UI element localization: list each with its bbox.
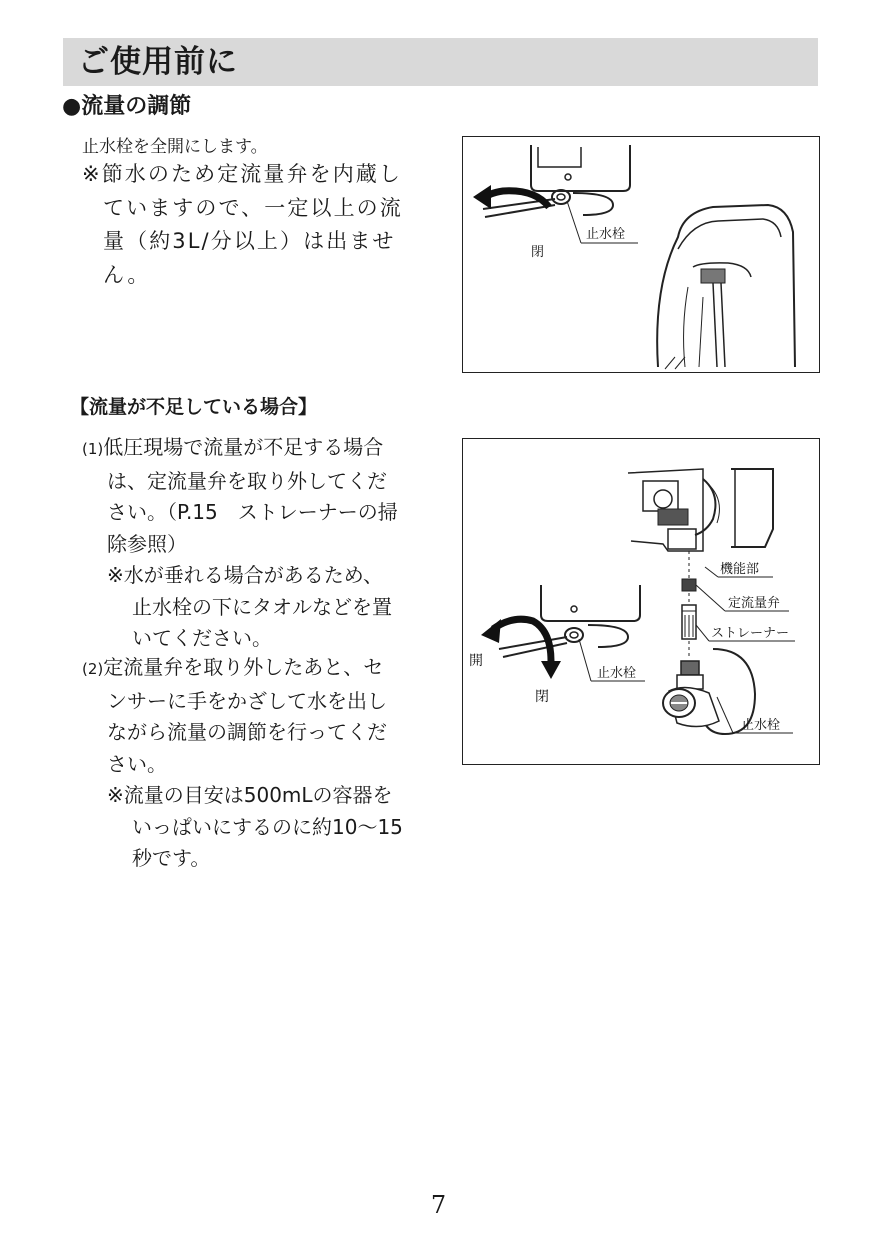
step-1-line: (1)低圧現場で流量が不足する場合: [82, 435, 384, 459]
flow-note-line: ていますので、一定以上の流: [103, 195, 403, 220]
step-1-line: は、定流量弁を取り外してくだ: [107, 468, 387, 493]
section-heading: ●流量の調節: [62, 94, 192, 119]
label-flow-valve: 定流量弁: [728, 596, 781, 611]
figure2-illustration: [463, 439, 819, 764]
label-stop-valve-right: 止水栓: [741, 718, 781, 733]
label-stop-valve-left: 止水栓: [597, 666, 637, 681]
step-2-note-line: いっぱいにするのに約10〜15: [132, 814, 403, 839]
step-2-note-line: 秒です。: [132, 846, 211, 870]
label-close: 閉: [535, 689, 549, 705]
step-1-note-line: いてください。: [132, 626, 272, 650]
step-1-note-line: ※水が垂れる場合があるため、: [107, 563, 383, 587]
step-2-note-line: ※流量の目安は500mLの容器を: [107, 783, 393, 807]
step-2-line: さい。: [107, 751, 167, 776]
label-close: 閉: [531, 245, 545, 260]
step-2: [82, 652, 403, 875]
step-1-line: 除参照）: [107, 531, 187, 556]
figure1-illustration: [463, 137, 819, 372]
label-function-unit: 機能部: [720, 562, 760, 577]
flow-note-line: ※節水のため定流量弁を内蔵し: [82, 162, 402, 186]
step-1-note-line: 止水栓の下にタオルなどを置: [132, 594, 392, 619]
step-2-line: ンサーに手をかざして水を出し: [107, 688, 387, 713]
page-number: 7: [430, 1191, 447, 1219]
flow-note-line: ん。: [103, 262, 151, 287]
label-open: 開: [469, 653, 483, 669]
step-1: [82, 432, 398, 655]
figure-stop-valve-close: [462, 136, 820, 373]
step-1-line: さい。（P.15 ストレーナーの掃: [107, 500, 398, 524]
label-stop-valve: 止水栓: [586, 227, 626, 242]
label-strainer: ストレーナー: [711, 626, 790, 641]
step-2-line: ながら流量の調節を行ってくだ: [107, 720, 387, 744]
flow-note-line: 量（約3L/分以上）は出ませ: [103, 229, 396, 253]
step-2-line: (2)定流量弁を取り外したあと、セ: [82, 655, 384, 679]
step-1-number: (1): [82, 440, 104, 458]
figure-flow-valve-removal: [462, 438, 820, 765]
step-2-note: [82, 780, 403, 875]
subsection-heading: 【流量が不足している場合】: [70, 396, 318, 418]
step-1-note: [82, 560, 398, 655]
step-2-number: (2): [82, 660, 104, 678]
intro-text: 止水栓を全開にします。: [82, 137, 268, 157]
page-title: ご使用前に: [78, 44, 238, 80]
flow-note: [82, 158, 403, 292]
